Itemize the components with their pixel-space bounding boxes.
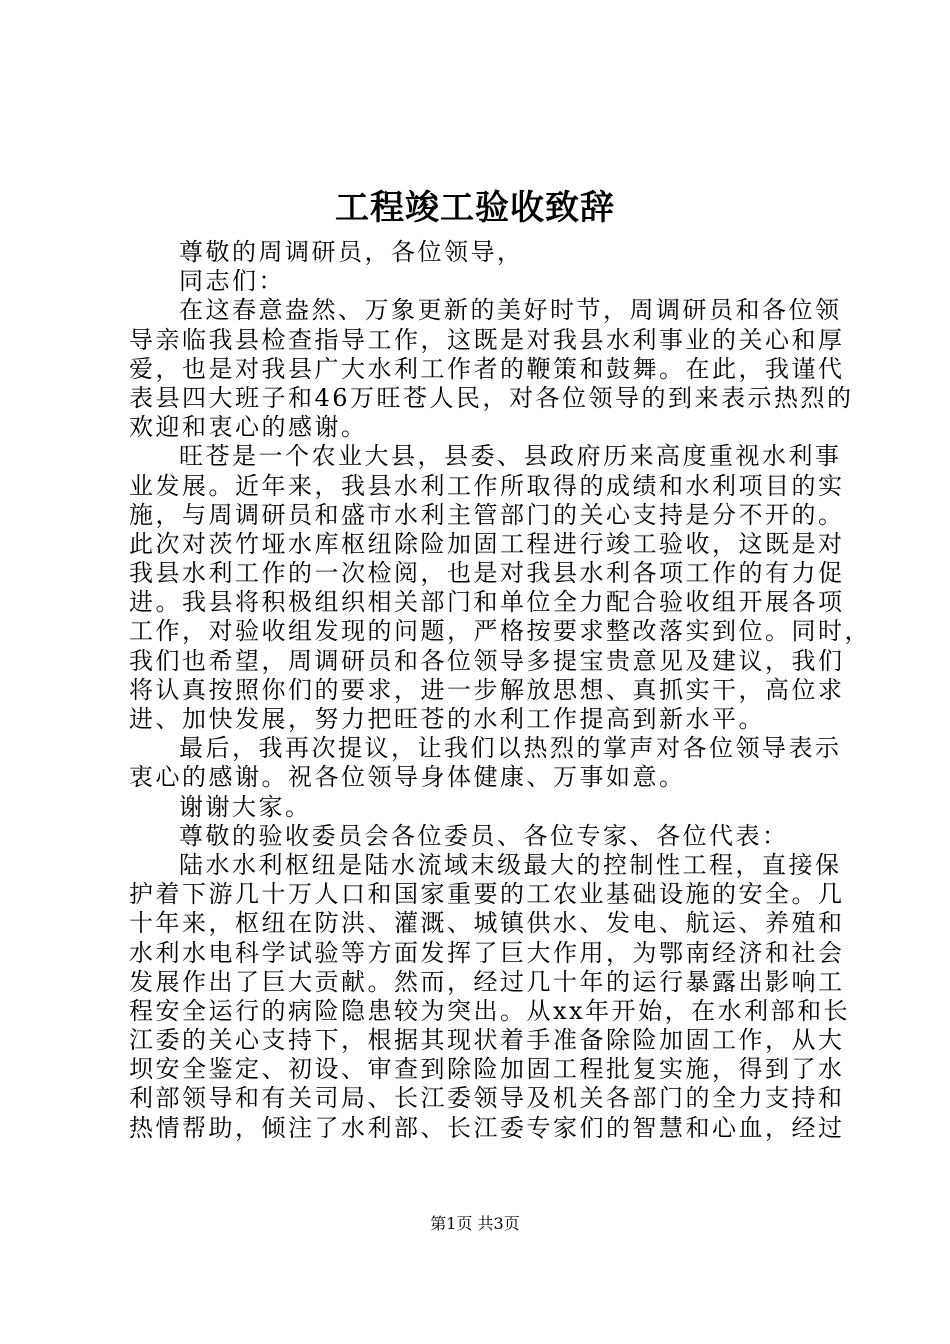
text-line: 同志们：	[179, 267, 285, 296]
text-line: 程安全运行的病险隐患较为突出。从xx年开始，在水利部和长	[129, 996, 851, 1025]
text-line: 陆水水利枢纽是陆水流域末级最大的控制性工程，直接保	[179, 850, 842, 879]
text-line: 进、加快发展，努力把旺苍的水利工作提高到新水平。	[129, 705, 765, 733]
text-line: 十年来，枢纽在防洪、灌溉、城镇供水、发电、航运、养殖和	[129, 909, 845, 938]
text-line: 护着下游几十万人口和国家重要的工农业基础设施的安全。几	[129, 880, 845, 909]
text-line: 业发展。近年来，我县水利工作所取得的成绩和水利项目的实	[129, 471, 845, 500]
text-line: 将认真按照你们的要求，进一步解放思想、真抓实干，高位求	[129, 675, 845, 704]
text-line: 此次对茨竹垭水库枢纽除险加固工程进行竣工验收，这既是对	[129, 529, 845, 558]
text-line: 爱，也是对我县广大水利工作者的鞭策和鼓舞。在此，我谨代	[129, 354, 845, 383]
text-line: 表县四大班子和46万旺苍人民，对各位领导的到来表示热烈的	[129, 383, 854, 412]
text-line: 在这春意盎然、万象更新的美好时节，周调研员和各位领	[179, 296, 842, 325]
document-title: 工程竣工验收致辞	[335, 188, 615, 228]
text-line: 导亲临我县检查指导工作，这既是对我县水利事业的关心和厚	[129, 325, 845, 354]
text-line: 工作，对验收组发现的问题，严格按要求整改落实到位。同时，	[129, 617, 871, 646]
text-line: 施，与周调研员和盛市水利主管部门的关心支持是分不开的。	[129, 500, 845, 529]
text-line: 江委的关心支持下，根据其现状着手准备除险加固工作，从大	[129, 1026, 845, 1055]
page-number: 第1页 共3页	[430, 1214, 520, 1233]
text-line: 我县水利工作的一次检阅，也是对我县水利各项工作的有力促	[129, 559, 845, 588]
text-line: 我们也希望，周调研员和各位领导多提宝贵意见及建议，我们	[129, 646, 845, 675]
text-line: 谢谢大家。	[179, 792, 312, 821]
text-line: 尊敬的周调研员，各位领导，	[179, 238, 524, 266]
text-line: 利部领导和有关司局、长江委领导及机关各部门的全力支持和	[129, 1084, 845, 1113]
text-line: 最后，我再次提议，让我们以热烈的掌声对各位领导表示	[179, 734, 842, 763]
document-body	[129, 238, 871, 1143]
text-line: 旺苍是一个农业大县，县委、县政府历来高度重视水利事	[179, 442, 842, 471]
text-line: 进。我县将积极组织相关部门和单位全力配合验收组开展各项	[129, 588, 845, 617]
text-line: 尊敬的验收委员会各位委员、各位专家、各位代表：	[179, 821, 789, 850]
text-line: 发展作出了巨大贡献。然而，经过几十年的运行暴露出影响工	[129, 967, 845, 996]
text-line: 衷心的感谢。祝各位领导身体健康、万事如意。	[129, 763, 686, 792]
text-line: 水利水电科学试验等方面发挥了巨大作用，为鄂南经济和社会	[129, 938, 845, 967]
text-line: 坝安全鉴定、初设、审查到除险加固工程批复实施，得到了水	[129, 1055, 845, 1084]
text-line: 热情帮助，倾注了水利部、长江委专家们的智慧和心血，经过	[129, 1113, 845, 1142]
text-line: 欢迎和衷心的感谢。	[129, 413, 368, 442]
